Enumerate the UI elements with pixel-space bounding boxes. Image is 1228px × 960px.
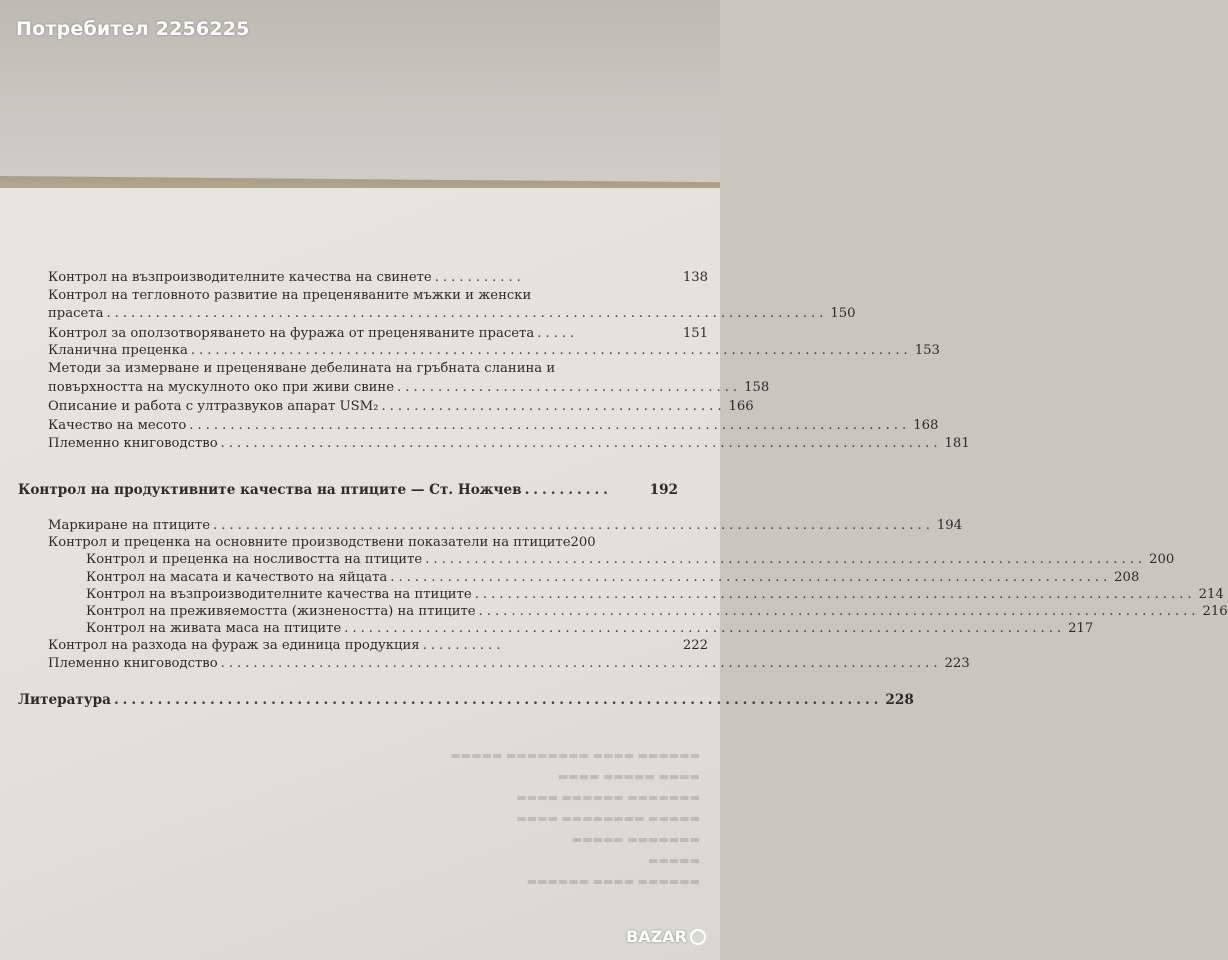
toc-entry-page: 194 bbox=[936, 518, 963, 533]
toc-leader-dots: .......................................... bbox=[397, 380, 742, 395]
toc-entry-page: 208 bbox=[1114, 570, 1140, 585]
toc-leader-dots: ........................................................................................ bbox=[106, 306, 828, 321]
toc-entry bbox=[18, 361, 708, 376]
toc-entry-title: Контрол и преценка на носливостта на птиците bbox=[86, 552, 423, 567]
toc-entry-title: Маркиране на птиците bbox=[48, 518, 211, 533]
toc-leader-dots: .......... bbox=[524, 482, 612, 498]
toc-leader-dots: ........................................................................................ bbox=[213, 518, 934, 533]
toc-entry bbox=[18, 380, 770, 395]
toc-leader-dots: ........................................................................................ bbox=[189, 418, 911, 433]
toc-entry-page: 214 bbox=[1198, 587, 1224, 602]
toc-leader-dots: ........................................................................................ bbox=[344, 621, 1066, 636]
toc-entry bbox=[18, 638, 708, 653]
toc-entry-page: 181 bbox=[944, 436, 970, 451]
toc-entry-page: 166 bbox=[728, 399, 754, 414]
toc-entry bbox=[18, 587, 1224, 602]
toc-entry bbox=[18, 535, 708, 550]
toc-leader-dots: ........................................................................................ bbox=[113, 692, 883, 708]
toc-entry-page: 200 bbox=[1149, 552, 1175, 567]
toc-leader-dots: ........................................................................................ bbox=[220, 656, 942, 671]
toc-entry bbox=[18, 656, 970, 671]
toc-entry-title: Племенно книговодство bbox=[48, 436, 218, 451]
toc-entry-page: 158 bbox=[744, 380, 770, 395]
toc-entry-page: 200 bbox=[570, 535, 596, 550]
toc-entry bbox=[18, 306, 856, 321]
toc-entry-title: Контрол на продуктивните качества на птиците — Ст. Ножчев bbox=[18, 482, 522, 498]
toc-leader-dots: ........................................................................................ bbox=[478, 604, 1200, 619]
toc-entry-page: 223 bbox=[944, 656, 970, 671]
toc-entry-title: Методи за измерване и преценяване дебелината на гръбната сланина и bbox=[48, 361, 556, 376]
toc-entry-title: Контрол и преценка на основните производствени показатели на птиците bbox=[48, 535, 571, 550]
toc-entry-title: Описание и работа с ултразвуков апарат USM₂ bbox=[48, 399, 379, 414]
toc-entry-title: повърхността на мускулното око при живи свине bbox=[48, 380, 395, 395]
toc-leader-dots: ........................................................................................ bbox=[190, 343, 912, 358]
toc-entry-title: Контрол на тегловното развитие на преценяваните мъжки и женски bbox=[48, 288, 532, 303]
toc-entry-title: Контрол за оползотворяването на фуража от преценяваните прасета bbox=[48, 326, 535, 341]
toc-entry-title: Кланична преценка bbox=[48, 343, 188, 358]
toc-entry-page: 153 bbox=[914, 343, 940, 358]
toc-entry bbox=[18, 399, 754, 414]
site-logo bbox=[626, 927, 706, 946]
toc-entry bbox=[18, 436, 970, 451]
toc-section-heading bbox=[18, 692, 914, 708]
toc-entry-page: 138 bbox=[682, 270, 708, 285]
toc-entry-page: 216 bbox=[1202, 604, 1228, 619]
toc-entry-title: прасета bbox=[48, 306, 104, 321]
toc-entry bbox=[18, 621, 1094, 636]
toc-entry bbox=[18, 270, 708, 285]
toc-entry-title: Контрол на живата маса на птиците bbox=[86, 621, 342, 636]
toc-entry bbox=[18, 518, 963, 533]
toc-entry-title: Контрол на масата и качеството на яйцата bbox=[86, 570, 388, 585]
toc-entry-page: 192 bbox=[649, 482, 678, 498]
toc-leader-dots: ........................................................................................ bbox=[474, 587, 1196, 602]
toc-entry bbox=[18, 326, 708, 341]
toc-entry-page: 168 bbox=[913, 418, 939, 433]
toc-section-heading bbox=[18, 482, 678, 498]
toc-leader-dots: .......................................... bbox=[381, 399, 726, 414]
toc-entry-title: Племенно книговодство bbox=[48, 656, 218, 671]
logo-circle-icon bbox=[690, 929, 706, 945]
logo-text: BAZAR bbox=[626, 927, 687, 946]
toc-entry bbox=[18, 343, 940, 358]
toc-entry bbox=[18, 570, 1140, 585]
toc-entry-page: 151 bbox=[682, 326, 708, 341]
toc-entry-page: 217 bbox=[1068, 621, 1094, 636]
toc-leader-dots: .......... bbox=[422, 638, 505, 653]
toc-entry-page: 228 bbox=[885, 692, 914, 708]
toc-leader-dots: ........................................................................................ bbox=[425, 552, 1147, 567]
toc-leader-dots: ........................................................................................ bbox=[220, 436, 942, 451]
bleed-through-shadow: ▬▬▬▬▬▬ ▬▬▬▬ ▬▬▬▬▬▬▬▬ ▬▬▬▬▬ ▬▬▬▬ ▬▬▬▬▬ ▬▬▬▬ ▬▬▬▬▬▬▬ ▬▬▬▬▬▬ ▬▬▬▬ ▬▬▬▬▬ ▬▬▬▬▬▬▬▬ ▬▬▬▬ ▬▬▬▬▬▬▬ ▬▬▬▬▬ ▬▬▬▬▬ ▬▬▬▬▬▬ ▬▬▬▬ ▬▬▬▬▬▬ bbox=[450, 749, 700, 888]
toc-entry-page: 222 bbox=[682, 638, 708, 653]
toc-entry-title: Контрол на разхода на фураж за единица продукция bbox=[48, 638, 420, 653]
toc-entry-title: Контрол на възпроизводителните качества на птиците bbox=[86, 587, 472, 602]
toc-entry bbox=[18, 418, 939, 433]
toc-leader-dots: ..... bbox=[537, 326, 579, 341]
toc-entry-title: Контрол на преживяемостта (жизнеността) на птиците bbox=[86, 604, 476, 619]
toc-leader-dots: ........................................................................................ bbox=[390, 570, 1112, 585]
toc-leader-dots: ........... bbox=[434, 270, 525, 285]
toc-entry-title: Контрол на възпроизводителните качества на свинете bbox=[48, 270, 432, 285]
toc-entry-page: 150 bbox=[830, 306, 856, 321]
toc-entry bbox=[18, 288, 708, 303]
toc-entry bbox=[18, 604, 1228, 619]
user-watermark: Потребител 2256225 bbox=[16, 18, 250, 40]
toc-entry-title: Качество на месото bbox=[48, 418, 187, 433]
toc-entry-title: Литература bbox=[18, 692, 111, 708]
toc-entry bbox=[18, 552, 1175, 567]
